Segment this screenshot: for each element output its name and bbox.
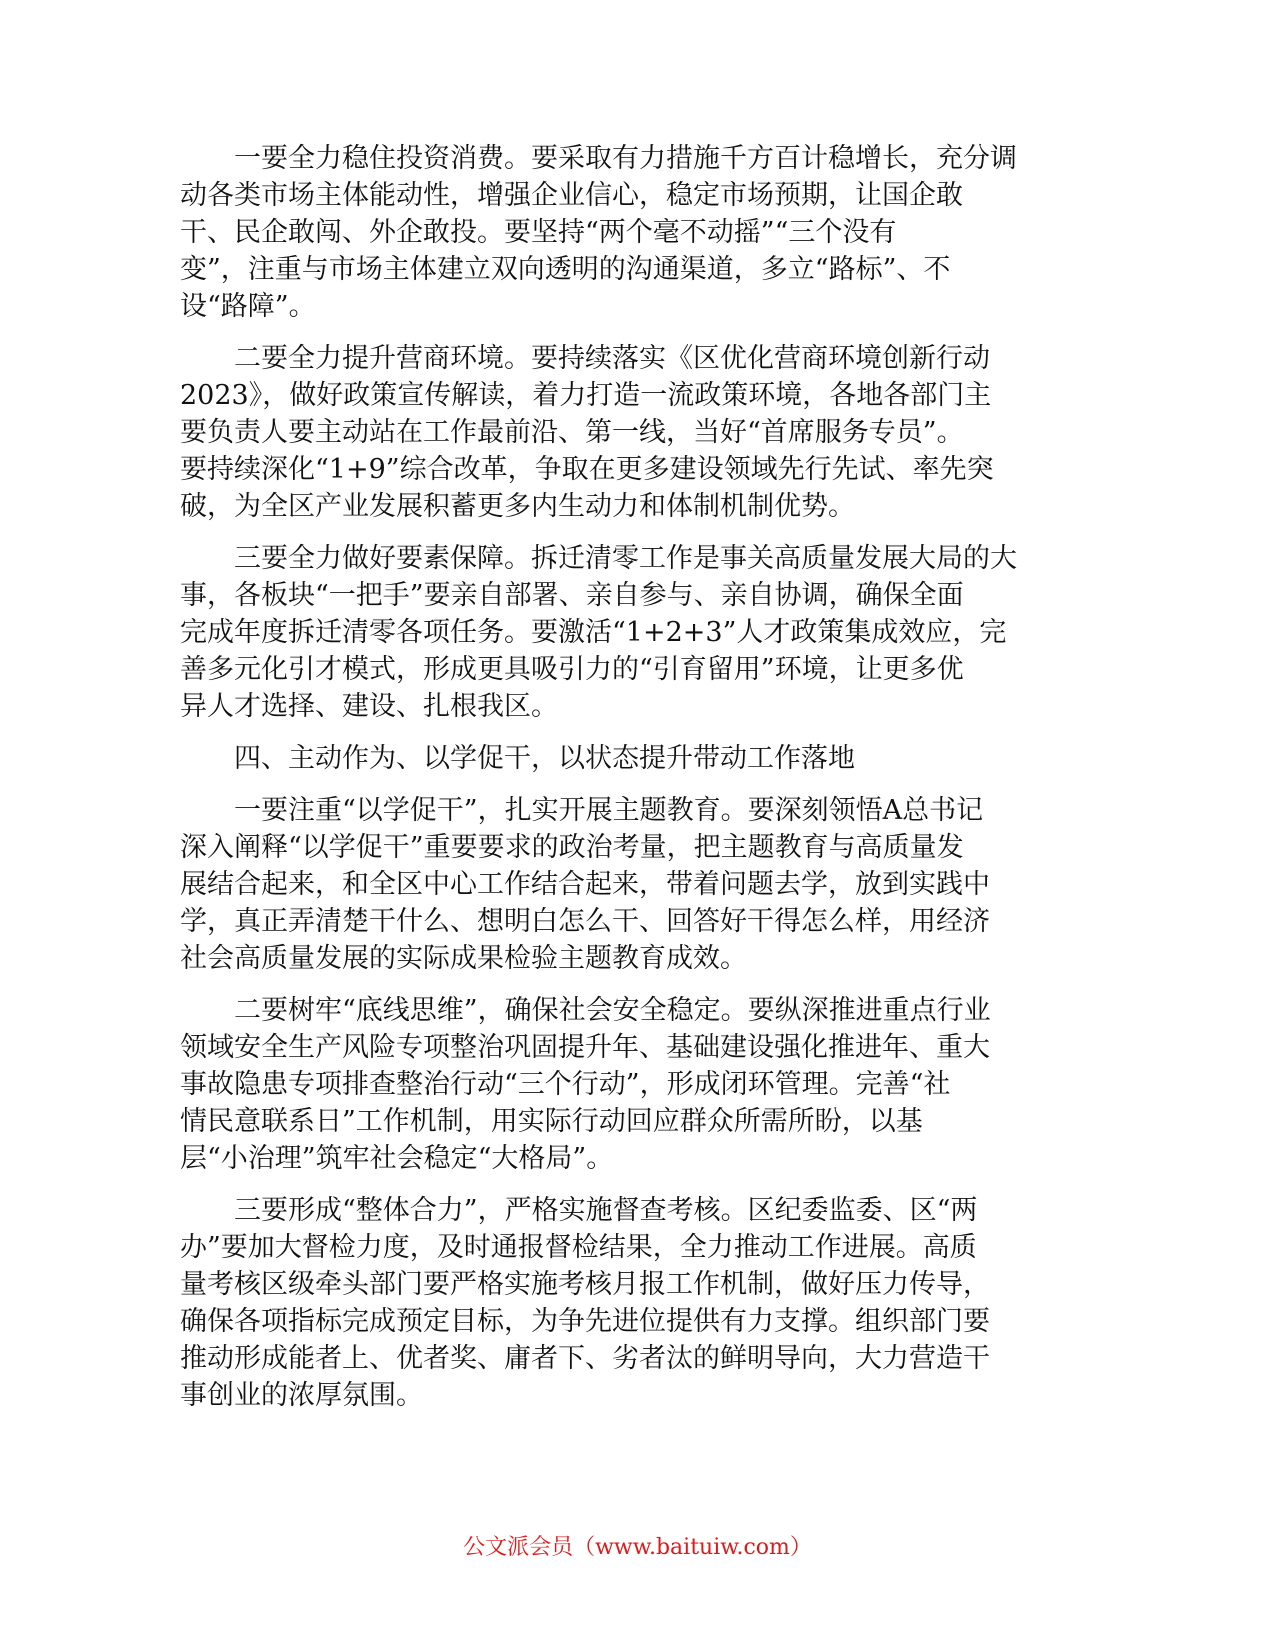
text-line: 完成年度拆迁清零各项任务。要激活“1+2+3”人才政策集成效应，完: [180, 617, 1007, 648]
text-line: 事，各板块“一把手”要亲自部署、亲自参与、亲自协调，确保全面: [180, 580, 964, 611]
text-line: 推动形成能者上、优者奖、庸者下、劣者汰的鲜明导向，大力营造干: [180, 1343, 990, 1374]
text-line: 学，真正弄清楚干什么、想明白怎么干、回答好干得怎么样，用经济: [180, 906, 990, 937]
text-line: 领域安全生产风险专项整治巩固提升年、基础建设强化推进年、重大: [180, 1032, 990, 1063]
text-line: 深入阐释“以学促干”重要要求的政治考量，把主题教育与高质量发: [180, 832, 964, 863]
text-line: 要持续深化“1+9”综合改革，争取在更多建设领域先行先试、率先突: [180, 454, 994, 485]
text-line: 事故隐患专项排查整治行动“三个行动”，形成闭环管理。完善“社: [180, 1069, 951, 1100]
text-line: 情民意联系日”工作机制，用实际行动回应群众所需所盼，以基: [180, 1106, 923, 1137]
text-line: 一要注重“以学促干”，扎实开展主题教育。要深刻领悟A总书记: [234, 795, 984, 826]
section-heading-four: [180, 740, 1080, 777]
text-line: 办”要加大督检力度，及时通报督检结果，全力推动工作进展。高质: [180, 1232, 977, 1263]
text-line: 善多元化引才模式，形成更具吸引力的“引育留用”环境，让更多优: [180, 654, 964, 685]
text-line: 三要全力做好要素保障。拆迁清零工作是事关高质量发展大局的大: [234, 543, 1017, 574]
text-line: 三要形成“整体合力”，严格实施督查考核。区纪委监委、区“两: [234, 1195, 978, 1226]
text-line: 事创业的浓厚氛围。: [180, 1380, 423, 1411]
text-line: 2023》，做好政策宣传解读，着力打造一流政策环境，各地各部门主: [180, 380, 992, 411]
text-line: 层“小治理”筑牢社会稳定“大格局”。: [180, 1143, 614, 1174]
text-line: 确保各项指标完成预定目标，为争先进位提供有力支撑。组织部门要: [180, 1306, 990, 1337]
text-line: 社会高质量发展的实际成果检验主题教育成效。: [180, 943, 747, 974]
text-line: 异人才选择、建设、扎根我区。: [180, 691, 558, 722]
text-line: 一要全力稳住投资消费。要采取有力措施千方百计稳增长，充分调: [234, 143, 1017, 174]
text-line: 变”，注重与市场主体建立双向透明的沟通渠道，多立“路标”、不: [180, 254, 951, 285]
paragraph-learning-promotes-work: [180, 792, 1080, 977]
text-line: 二要树牢“底线思维”，确保社会安全稳定。要纵深推进重点行业: [234, 995, 991, 1026]
paragraph-invest-consumption: [180, 140, 1080, 325]
text-line: 要负责人要主动站在工作最前沿、第一线，当好“首席服务专员”。: [180, 417, 964, 448]
paragraph-factor-guarantee: [180, 540, 1080, 725]
paragraph-overall-synergy: [180, 1192, 1080, 1414]
document-body: [180, 140, 1080, 1429]
text-line: 设“路障”。: [180, 291, 316, 322]
text-line: 破，为全区产业发展积蓄更多内生动力和体制机制优势。: [180, 491, 855, 522]
text-line: 四、主动作为、以学促干，以状态提升带动工作落地: [234, 743, 855, 774]
text-line: 动各类市场主体能动性，增强企业信心，稳定市场预期，让国企敢: [180, 180, 963, 211]
text-line: 干、民企敢闯、外企敢投。要坚持“两个毫不动摇”“三个没有: [180, 217, 897, 248]
text-line: 展结合起来，和全区中心工作结合起来，带着问题去学，放到实践中: [180, 869, 990, 900]
paragraph-bottom-line-thinking: [180, 992, 1080, 1177]
paragraph-business-environment: [180, 340, 1080, 525]
footer-watermark: 公文派会员（www.baituiw.com）: [463, 1535, 812, 1560]
text-line: 量考核区级牵头部门要严格实施考核月报工作机制，做好压力传导，: [180, 1269, 990, 1300]
text-line: 二要全力提升营商环境。要持续落实《区优化营商环境创新行动: [234, 343, 990, 374]
